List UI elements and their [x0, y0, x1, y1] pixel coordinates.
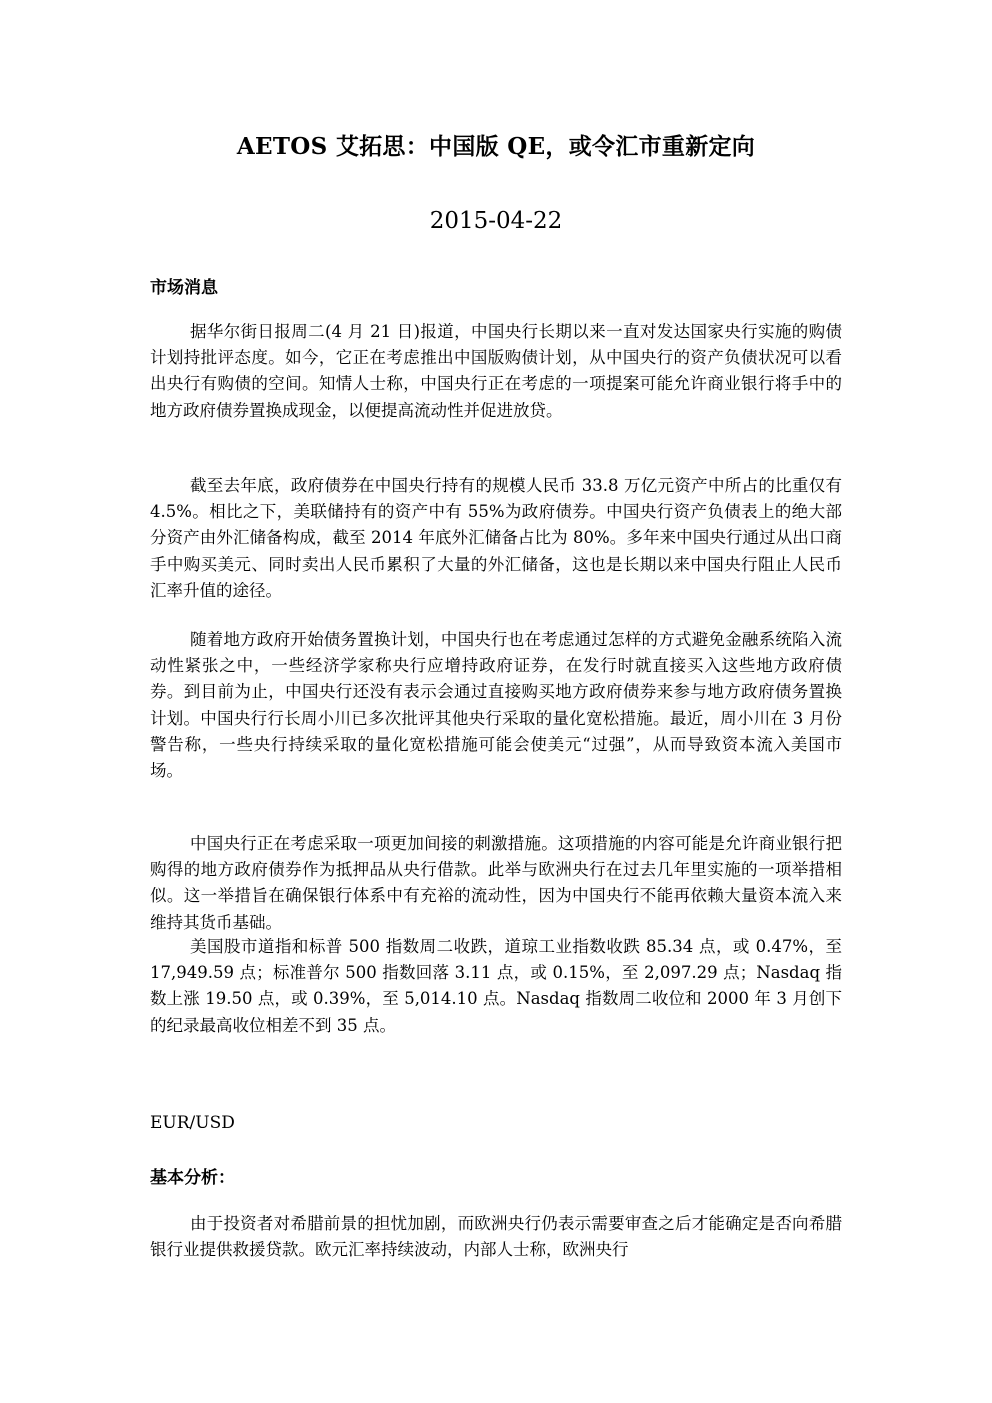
section-heading-market-news: 市场消息 [150, 278, 218, 298]
paragraph-eurusd-1: 由于投资者对希腊前景的担忧加剧，而欧洲央行仍表示需要审查之后才能确定是否向希腊银行业提供救援贷款。欧元汇率持续波动，内部人士称，欧洲央行 [150, 1214, 842, 1260]
paragraph-market-4: 中国央行正在考虑采取一项更加间接的刺激措施。这项措施的内容可能是允许商业银行把购得的地方政府债券作为抵押品从央行借款。此举与欧洲央行在过去几年里实施的一项举措相似。这一举措旨在确保银行体系中有充裕的流动性，因为中国央行不能再依赖大量资本流入来维持其货币基础。 [150, 834, 842, 932]
paragraph-market-2: 截至去年底，政府债券在中国央行持有的规模人民币 33.8 万亿元资产中所占的比重仅有 4.5%。相比之下，美联储持有的资产中有 55%为政府债券。中国央行资产负债表上的绝大部分资产由外汇储备构成，截至 2014 年底外汇储备占比为 80%。多年来中国央行通过从出口商手中购买美元、同时卖出人民币累积了大量的外汇储备，这也是长期以来中国央行阻止人民币汇率升值的途径。 [150, 476, 842, 600]
document-title: AETOS 艾拓思：中国版 QE，或令汇市重新定向 [236, 133, 756, 160]
paragraph-market-1: 据华尔街日报周二(4 月 21 日)报道，中国央行长期以来一直对发达国家央行实施的购债计划持批评态度。如今，它正在考虑推出中国版购债计划，从中国央行的资产负债状况可以看出央行有购债的空间。知情人士称，中国央行正在考虑的一项提案可能允许商业银行将手中的地方政府债券置换成现金，以便提高流动性并促进放贷。 [150, 322, 842, 420]
section-heading-fundamental-analysis: 基本分析： [150, 1168, 235, 1188]
currency-pair-label: EUR/USD [150, 1113, 235, 1133]
document-date: 2015-04-22 [429, 208, 563, 234]
paragraph-market-5: 美国股市道指和标普 500 指数周二收跌，道琼工业指数收跌 85.34 点，或 0.47%，至 17,949.59 点；标准普尔 500 指数回落 3.11 点，或 0.15%，至 2,097.29 点；Nasdaq 指数上涨 19.50 点，或 0.39%，至 5,014.10 点。Nasdaq 指数周二收位和 2000 年 3 月创下的纪录最高收位相差不到 35 点。 [150, 937, 842, 1035]
paragraph-market-3: 随着地方政府开始债务置换计划，中国央行也在考虑通过怎样的方式避免金融系统陷入流动性紧张之中，一些经济学家称央行应增持政府证券，在发行时就直接买入这些地方政府债券。到目前为止，中国央行还没有表示会通过直接购买地方政府债券来参与地方政府债务置换计划。中国央行行长周小川已多次批评其他央行采取的量化宽松措施。最近，周小川在 3 月份警告称，一些央行持续采取的量化宽松措施可能会使美元“过强”，从而导致资本流入美国市场。 [150, 630, 842, 781]
